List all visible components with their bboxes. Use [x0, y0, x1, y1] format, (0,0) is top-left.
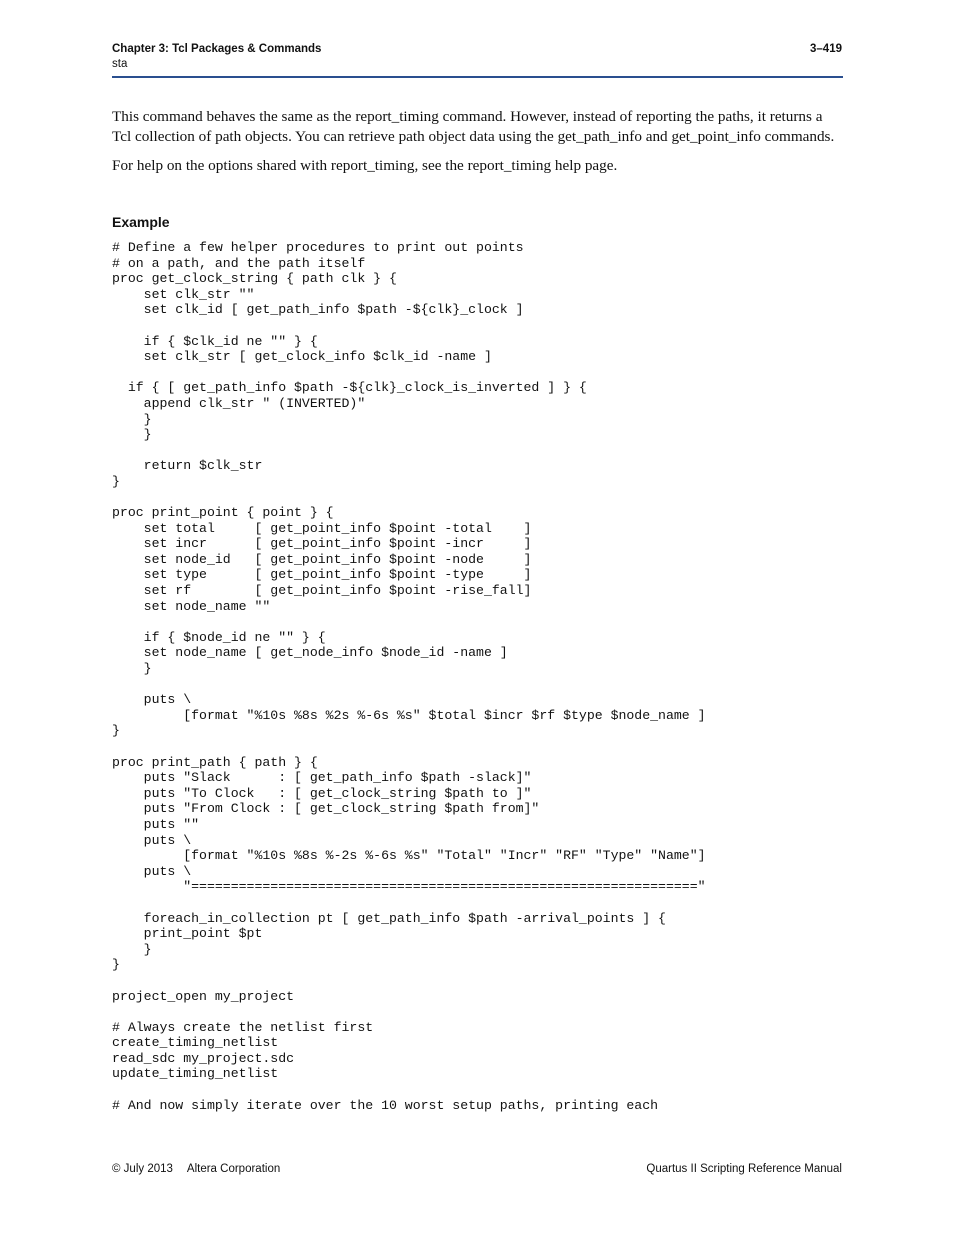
help-reference-paragraph: For help on the options shared with report_timing, see the report_timing help page.	[112, 157, 618, 174]
description-paragraph: This command behaves the same as the report_timing command. However, instead of reporting the paths, it returns a Tcl collection of path objects. You can retrieve path object data using the get_path_info and get_point_info commands.	[112, 108, 835, 145]
manual-title: Quartus II Scripting Reference Manual	[646, 1163, 842, 1175]
footer-left	[112, 1162, 280, 1177]
running-header	[112, 42, 321, 72]
description-text	[112, 107, 844, 186]
page-number: 3–419	[810, 43, 842, 55]
section-name: sta	[112, 58, 128, 70]
header-divider	[112, 76, 843, 78]
example-code-block: # Define a few helper procedures to print out points # on a path, and the path itself proc get_clock_string { path clk } { set clk_str "" set clk_id [ get_path_info $path -${clk}_clock ] if { $clk_id ne "" } { set clk_str [ get_clock_info $clk_id -name ] if { [ get_path_info $path -${clk}_clock_is_inverted ] } { append clk_str " (INVERTED)" } } return $clk_str } proc print_point { point } { set total [ get_point_info $point -total ] set incr [ get_point_info $point -incr ] set node_id [ get_point_info $point -node ] set type [ get_point_info $point -type ] set rf [ get_point_info $point -rise_fall] set node_name "" if { $node_id ne "" } { set node_name [ get_node_info $node_id -name ] } puts \ [format "%10s %8s %2s %-6s %s" $total $incr $rf $type $node_name ] } proc print_path { path } { puts "Slack : [ get_path_info $path -slack]" puts "To Clock : [ get_clock_string $path to ]" puts "From Clock : [ get_clock_string $path from]" puts "" puts \ [format "%10s %8s %-2s %-6s %s" "Total" "Incr" "RF" "Type" "Name"] puts \ "================================================================" foreach_in_collection pt [ get_path_info $path -arrival_points ] { print_point $pt } } project_open my_project # Always create the netlist first create_timing_netlist read_sdc my_project.sdc update_timing_netlist # And now simply iterate over the 10 worst setup paths, printing each	[112, 240, 706, 1113]
company-name: Altera Corporation	[186, 1163, 281, 1175]
chapter-title: Chapter 3: Tcl Packages & Commands	[112, 43, 322, 55]
example-heading: Example	[112, 214, 170, 230]
copyright-date: © July 2013	[112, 1163, 173, 1175]
